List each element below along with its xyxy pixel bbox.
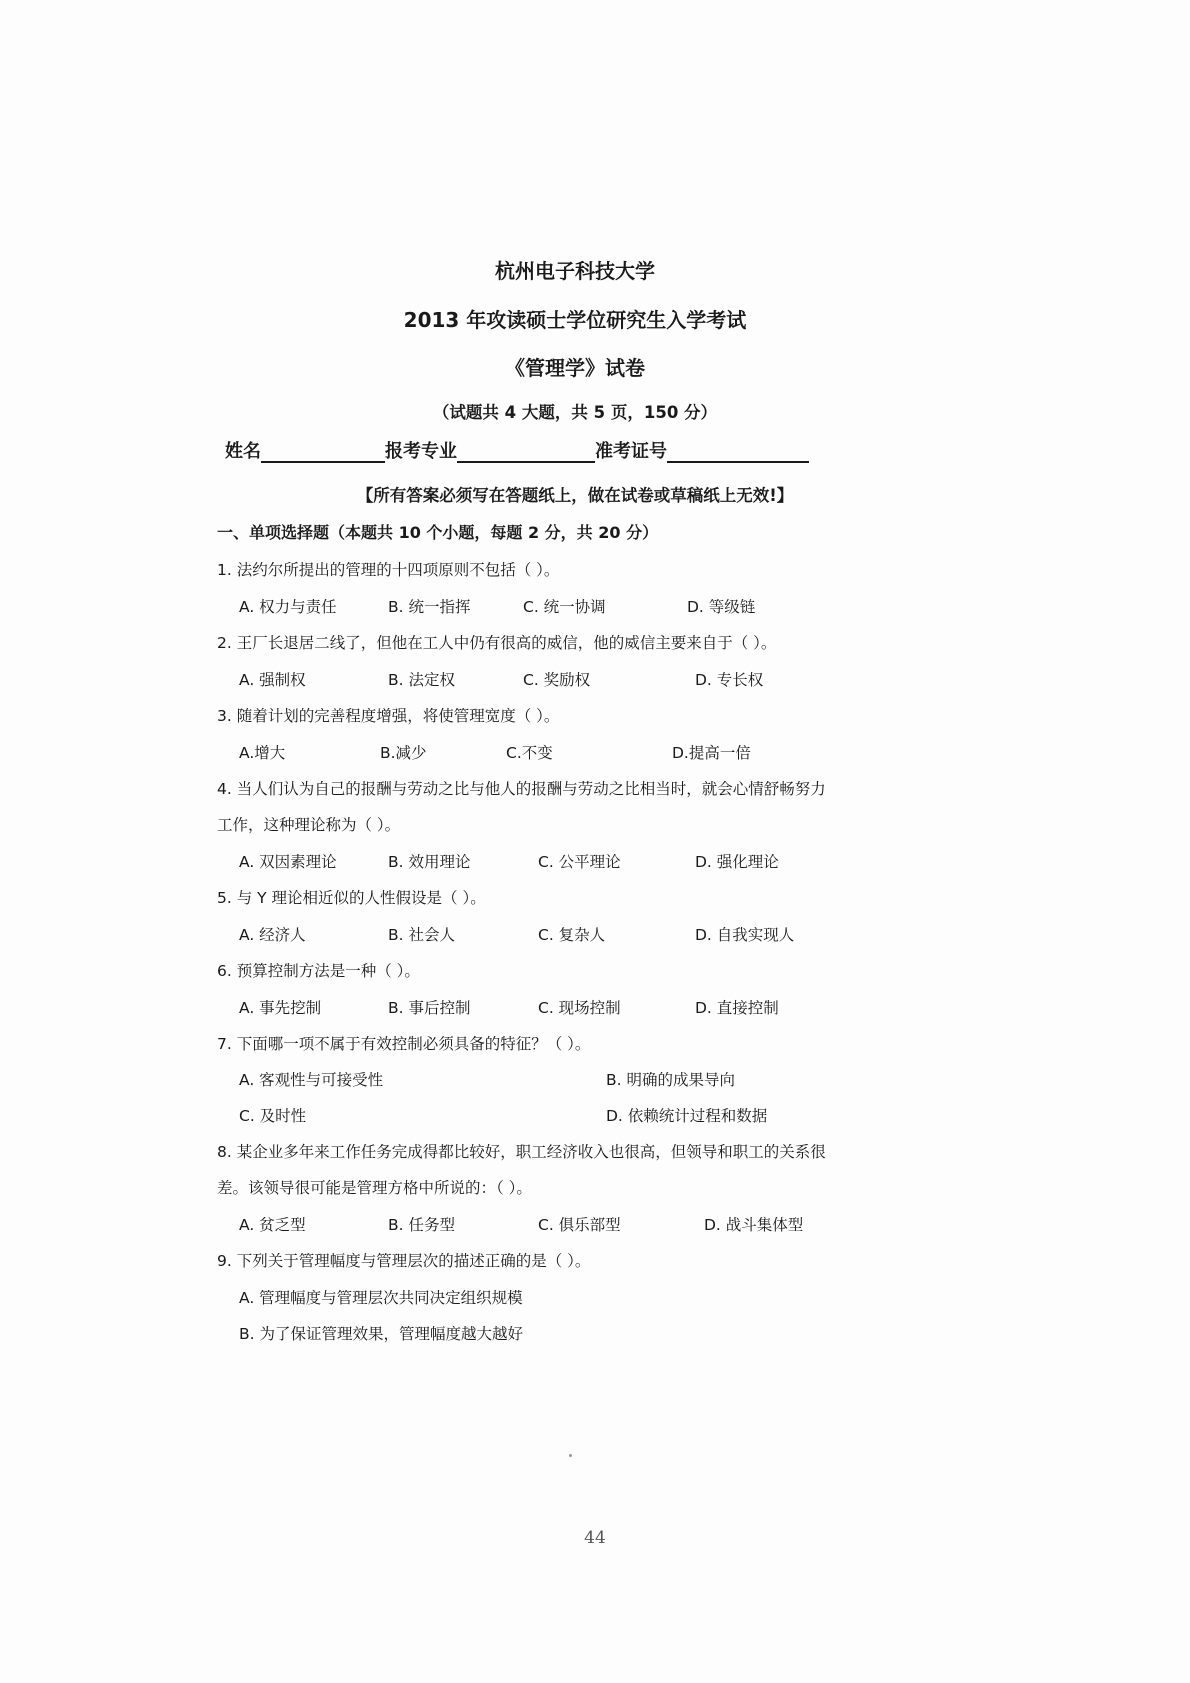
q8-option-b: B. 任务型 (388, 1216, 455, 1234)
id-blank[interactable] (667, 443, 809, 463)
q8-option-a: A. 贫乏型 (239, 1216, 306, 1234)
q7-option-c: C. 及时性 (239, 1107, 307, 1125)
q1-option-b: B. 统一指挥 (388, 598, 471, 616)
university-title: 杭州电子科技大学 (495, 259, 655, 283)
q2-option-b: B. 法定权 (388, 671, 455, 689)
q8-option-c: C. 俱乐部型 (538, 1216, 621, 1234)
question-3: 3. 随着计划的完善程度增强，将使管理宽度（ ）。 (217, 707, 560, 725)
q3-option-b: B.减少 (380, 744, 427, 762)
q7-option-b: B. 明确的成果导向 (606, 1071, 735, 1089)
q4-option-a: A. 双因素理论 (239, 853, 337, 871)
name-label: 姓名 (225, 441, 261, 462)
q1-option-d: D. 等级链 (687, 598, 756, 616)
exam-title: 2013 年攻读硕士学位研究生入学考试 (403, 308, 747, 332)
paper-title: 《管理学》试卷 (505, 356, 645, 380)
candidate-fields (225, 437, 925, 463)
question-6: 6. 预算控制方法是一种（ ）。 (217, 962, 420, 980)
q2-option-c: C. 奖励权 (523, 671, 591, 689)
q9-option-a: A. 管理幅度与管理层次共同决定组织规模 (239, 1289, 523, 1307)
major-blank[interactable] (457, 443, 595, 463)
q2-option-a: A. 强制权 (239, 671, 306, 689)
scan-speck (569, 1454, 572, 1457)
q3-option-a: A.增大 (239, 744, 286, 762)
q6-option-a: A. 事先挖制 (239, 999, 322, 1017)
q4-option-d: D. 强化理论 (695, 853, 779, 871)
q5-option-c: C. 复杂人 (538, 926, 606, 944)
section-title: 一、单项选择题（本题共 10 个小题，每题 2 分，共 20 分） (217, 523, 659, 542)
page-number: 44 (584, 1528, 606, 1548)
q6-option-d: D. 直接控制 (695, 999, 779, 1017)
q5-option-a: A. 经济人 (239, 926, 306, 944)
q1-option-c: C. 统一协调 (523, 598, 606, 616)
major-label: 报考专业 (385, 441, 457, 462)
q3-option-d: D.提高一倍 (672, 744, 751, 762)
q9-option-b: B. 为了保证管理效果，管理幅度越大越好 (239, 1325, 523, 1343)
q6-option-c: C. 现场控制 (538, 999, 621, 1017)
id-label: 准考证号 (595, 441, 667, 462)
exam-info: （试题共 4 大题，共 5 页，150 分） (432, 403, 718, 422)
name-blank[interactable] (261, 443, 385, 463)
question-4: 4. 当人们认为自己的报酬与劳动之比与他人的报酬与劳动之比相当时，就会心情舒畅努力 (217, 780, 826, 798)
question-2: 2. 王厂长退居二线了，但他在工人中仍有很高的威信，他的威信主要来自于（ ）。 (217, 634, 777, 652)
answer-notice: 【所有答案必须写在答题纸上，做在试卷或草稿纸上无效!】 (356, 486, 794, 505)
question-1: 1. 法约尔所提出的管理的十四项原则不包括（ ）。 (217, 561, 560, 579)
q5-option-d: D. 自我实现人 (695, 926, 795, 944)
question-4-continued: 工作，这种理论称为（ ）。 (217, 816, 401, 834)
q1-option-a: A. 权力与责任 (239, 598, 337, 616)
q5-option-b: B. 社会人 (388, 926, 455, 944)
q7-option-d: D. 依赖统计过程和数据 (606, 1107, 768, 1125)
question-5: 5. 与 Y 理论相近似的人性假设是（ ）。 (217, 889, 486, 907)
q6-option-b: B. 事后控制 (388, 999, 471, 1017)
q4-option-b: B. 效用理论 (388, 853, 471, 871)
question-8: 8. 某企业多年来工作任务完成得都比较好，职工经济收入也很高，但领导和职工的关系很 (217, 1143, 826, 1161)
question-9: 9. 下列关于管理幅度与管理层次的描述正确的是（ ）。 (217, 1252, 591, 1270)
q2-option-d: D. 专长权 (695, 671, 764, 689)
q8-option-d: D. 战斗集体型 (704, 1216, 804, 1234)
q4-option-c: C. 公平理论 (538, 853, 621, 871)
q7-option-a: A. 客观性与可接受性 (239, 1071, 384, 1089)
question-7: 7. 下面哪一项不属于有效控制必须具备的特征？（ ）。 (217, 1035, 591, 1053)
q3-option-c: C.不变 (506, 744, 553, 762)
question-8-continued: 差。该领导很可能是管理方格中所说的：（ ）。 (217, 1179, 532, 1197)
